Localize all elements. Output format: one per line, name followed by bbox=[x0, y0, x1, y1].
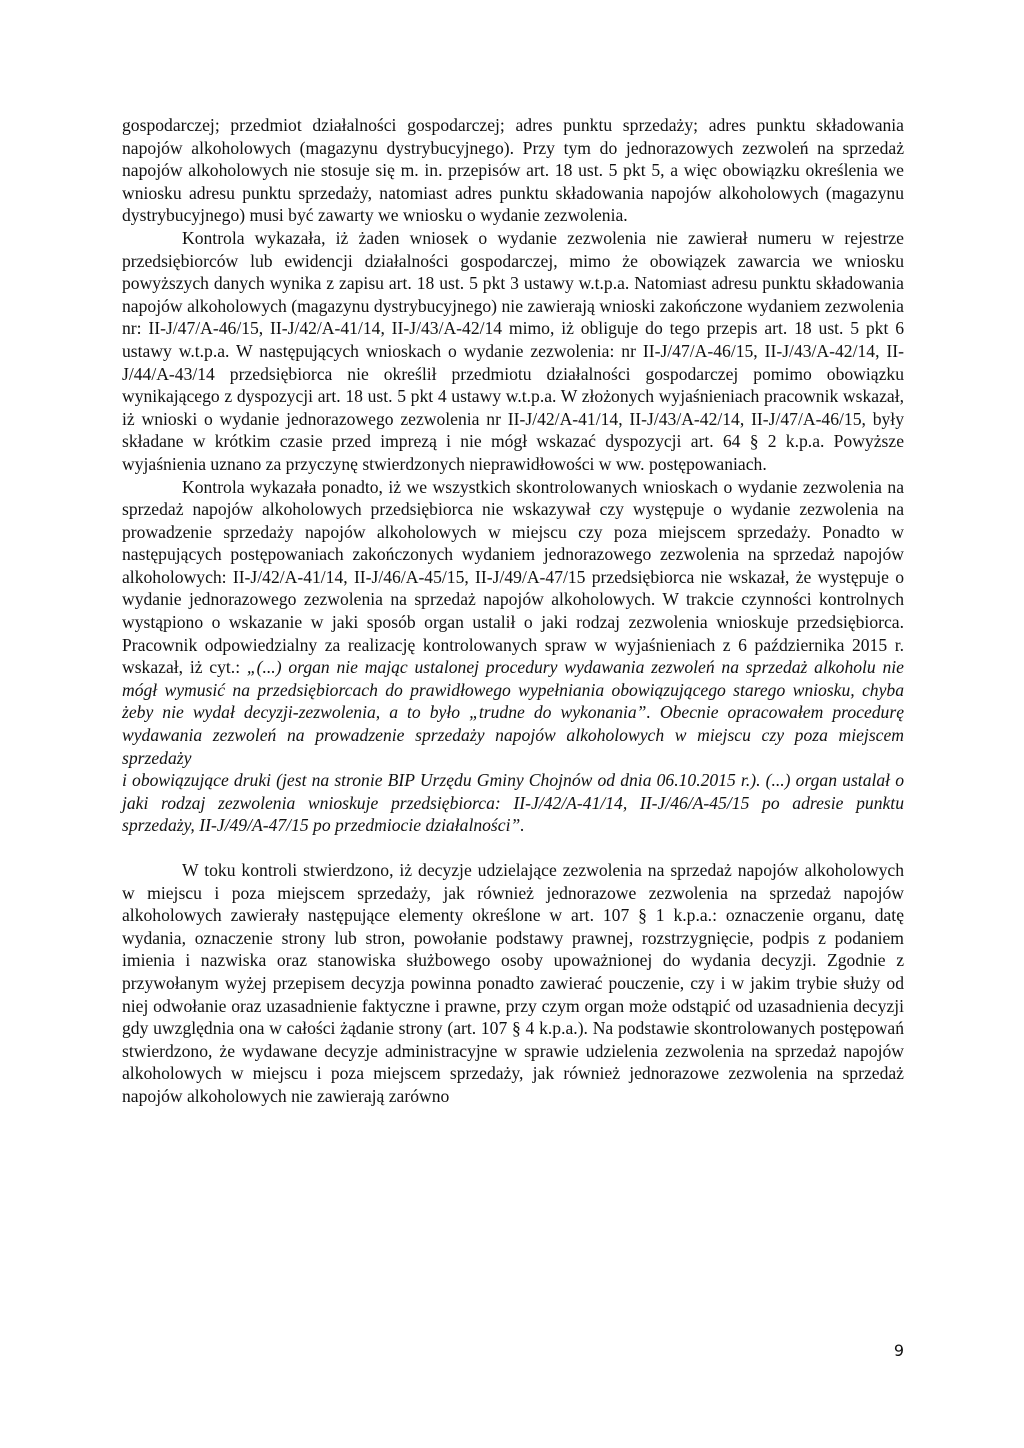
paragraph-permit-type bbox=[122, 476, 904, 770]
employee-explanation-quote: „(...) organ nie mając ustalonej procedury wydawania zezwoleń na sprzedaż alkoholu nie mógł wymusić na przedsiębiorcach do prawidłowego wypełniania obowiązującego starego wniosku, chyba żeby nie wydał decyzji-zezwolenia, a to było „trudne do wykonania”. Obecnie opracowałem procedurę wydawania zezwoleń na prowadzenie sprzedaży napojów alkoholowych w miejscu czy poza miejscem sprzedaży bbox=[122, 657, 904, 768]
employee-explanation-quote-continued: i obowiązujące druki (jest na stronie BIP Urzędu Gminy Chojnów od dnia 06.10.2015 r.). (...) organ ustalał o jaki rodzaj zezwolenia wnioskuje przedsiębiorca: II-J/42/A-41/14, II-J/46/A-45/15 po adresie punktu sprzedaży, II-J/49/A-47/15 po przedmiocie działalności”. bbox=[122, 770, 904, 836]
paragraph-decision-elements: W toku kontroli stwierdzono, iż decyzje udzielające zezwolenia na sprzedaż napojów alkoholowych w miejscu i poza miejscem sprzedaży, jak również jednorazowe zezwolenia na sprzedaż napojów alkoholowych zawierały następujące elementy określone w art. 107 § 1 k.p.a.: oznaczenie organu, datę wydania, oznaczenie strony lub stron, powołanie podstawy prawnej, rozstrzygnięcie, podpis z podaniem imienia i nazwiska oraz stanowiska służbowego osoby upoważnionej do wydania decyzji. Zgodnie z przywołanym wyżej przepisem decyzja powinna ponadto zawierać pouczenie, czy i w jakim trybie służy od niej odwołanie oraz uzasadnienie faktyczne i prawne, przy czym organ może odstąpić od uzasadnienia decyzji gdy uwzględnia ona w całości żądanie strony (art. 107 § 4 k.p.a.). Na podstawie skontrolowanych postępowań stwierdzono, że wydawane decyzje administracyjne w sprawie udzielenia zezwolenia na sprzedaż napojów alkoholowych w miejscu i poza miejscem sprzedaży, jak również jednorazowe zezwolenia na sprzedaż napojów alkoholowych nie zawierają zarówno bbox=[122, 860, 904, 1106]
paragraph-permit-type-lead: Kontrola wykazała ponadto, iż we wszystkich skontrolowanych wnioskach o wydanie zezwolenia na sprzedaż napojów alkoholowych przedsiębiorca nie wskazywał czy występuje o wydanie zezwolenia na prowadzenie sprzedaży napojów alkoholowych w miejscu czy poza miejscem sprzedaży. Ponadto w następujących postępowaniach zakończonych wydaniem jednorazowego zezwolenia na sprzedaż napojów alkoholowych: II-J/42/A-41/14, II-J/46/A-45/15, II-J/49/A-47/15 przedsiębiorca nie wskazał, że występuje o wydanie jednorazowego zezwolenia na sprzedaż napojów alkoholowych. W trakcie czynności kontrolnych wystąpiono o wskazanie w jaki sposób organ ustalił o jaki rodzaj zezwolenia wnioskuje przedsiębiorca. Pracownik odpowiedzialny za realizację kontrolowanych spraw w wyjaśnieniach z 6 października 2015 r. wskazał, iż cyt.: bbox=[122, 476, 904, 678]
paragraph-control-findings: Kontrola wykazała, iż żaden wniosek o wydanie zezwolenia nie zawierał numeru w rejestrze przedsiębiorców lub ewidencji działalności gospodarczej, mimo że obowiązek zawarcia we wniosku powyższych danych wynika z zapisu art. 18 ust. 5 pkt 3 ustawy w.t.p.a. Natomiast adresu punktu składowania napojów alkoholowych (magazynu dystrybucyjnego) nie zawierają wnioski zakończone wydaniem zezwolenia nr: II-J/47/A-46/15, II-J/42/A-41/14, II-J/43/A-42/14 mimo, iż obliguje do tego przepis art. 18 ust. 5 pkt 6 ustawy w.t.p.a. W następujących wnioskach o wydanie zezwolenia: nr II-J/47/A-46/15, II-J/43/A-42/14, II-J/44/A-43/14 przedsiębiorca nie określił przedmiotu działalności gospodarczej pomimo obowiązku wynikającego z dyspozycji art. 18 ust. 5 pkt 4 ustawy w.t.p.a. W złożonych wyjaśnieniach pracownik wskazał, iż wnioski o wydanie jednorazowego zezwolenia nr II-J/42/A-41/14, II-J/43/A-42/14, II-J/47/A-46/15, były składane w krótkim czasie przed imprezą i nie mógł wskazać dyspozycji art. 64 § 2 k.p.a. Powyższe wyjaśnienia uznano za przyczynę stwierdzonych nieprawidłowości w ww. postępowaniach. bbox=[122, 227, 904, 474]
page-number: 9 bbox=[893, 1341, 904, 1360]
paragraph-application-content: gospodarczej; przedmiot działalności gospodarczej; adres punktu sprzedaży; adres punktu składowania napojów alkoholowych (magazynu dystrybucyjnego). Przy tym do jednorazowych zezwoleń na sprzedaż napojów alkoholowych nie stosuje się m. in. przepisów art. 18 ust. 5 pkt 5, a więc obowiązku określenia we wniosku adresu punktu sprzedaży, natomiast adres punktu składowania napojów alkoholowych (magazynu dystrybucyjnego) musi być zawarty we wniosku o wydanie zezwolenia. bbox=[122, 115, 904, 226]
document-page bbox=[122, 114, 904, 1108]
